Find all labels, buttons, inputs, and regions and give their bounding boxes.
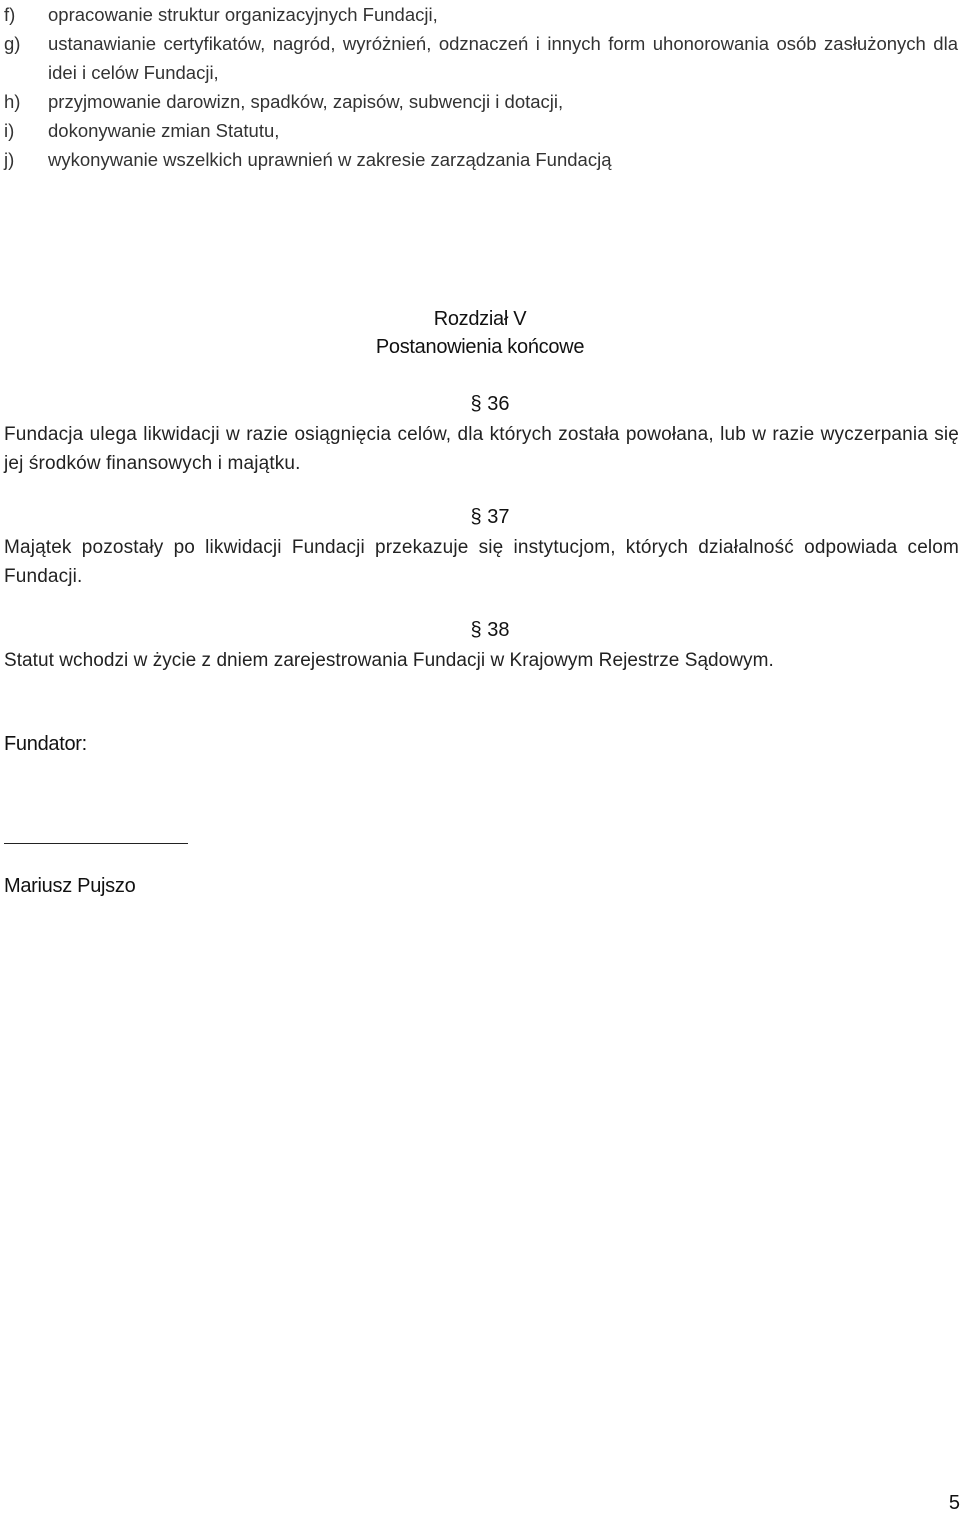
section-text-36: Fundacja ulega likwidacji w razie osiągnięcia celów, dla których została powołana, lub w razie wyczerpania się jej środków finansowych i majątku. (4, 424, 959, 474)
list-item-marker: h) (4, 91, 21, 112)
list-item-text: wykonywanie wszelkich uprawnień w zakresie zarządzania Fundacją (48, 149, 612, 170)
signature-label: Fundator: (4, 733, 87, 755)
signature-line (4, 843, 188, 844)
signature-name: Mariusz Pujszo (4, 875, 136, 897)
section-text-37: Majątek pozostały po likwidacji Fundacji przekazuje się instytucjom, których działalność odpowiada celom Fundacji. (4, 537, 959, 587)
list-item-marker: f) (4, 4, 16, 25)
enumerated-list (4, 0, 960, 174)
list-item-marker: j) (4, 149, 15, 170)
section-mark-38: § 38 (470, 619, 510, 641)
list-item-text: opracowanie struktur organizacyjnych Fundacji, (48, 4, 438, 25)
list-item (4, 0, 960, 29)
list-item-text: ustanawianie certyfikatów, nagród, wyróżnień, odznaczeń i innych form uhonorowania osób zasłużonych dla idei i celów Fundacji, (48, 33, 958, 83)
list-item-marker: g) (4, 33, 21, 54)
chapter-title: Postanowienia końcowe (375, 336, 585, 358)
list-item-text: przyjmowanie darowizn, spadków, zapisów, subwencji i dotacji, (48, 91, 564, 112)
section-mark-37: § 37 (470, 506, 510, 528)
page-number: 5 (948, 1492, 960, 1514)
list-item (4, 116, 960, 145)
list-item-text: dokonywanie zmian Statutu, (48, 120, 280, 141)
list-item (4, 87, 960, 116)
list-item (4, 29, 960, 87)
section-text-38: Statut wchodzi w życie z dniem zarejestrowania Fundacji w Krajowym Rejestrze Sądowym. (4, 650, 774, 671)
chapter-number: Rozdział V (433, 308, 527, 330)
section-mark-36: § 36 (470, 393, 510, 415)
list-item (4, 145, 960, 174)
list-item-marker: i) (4, 120, 15, 141)
